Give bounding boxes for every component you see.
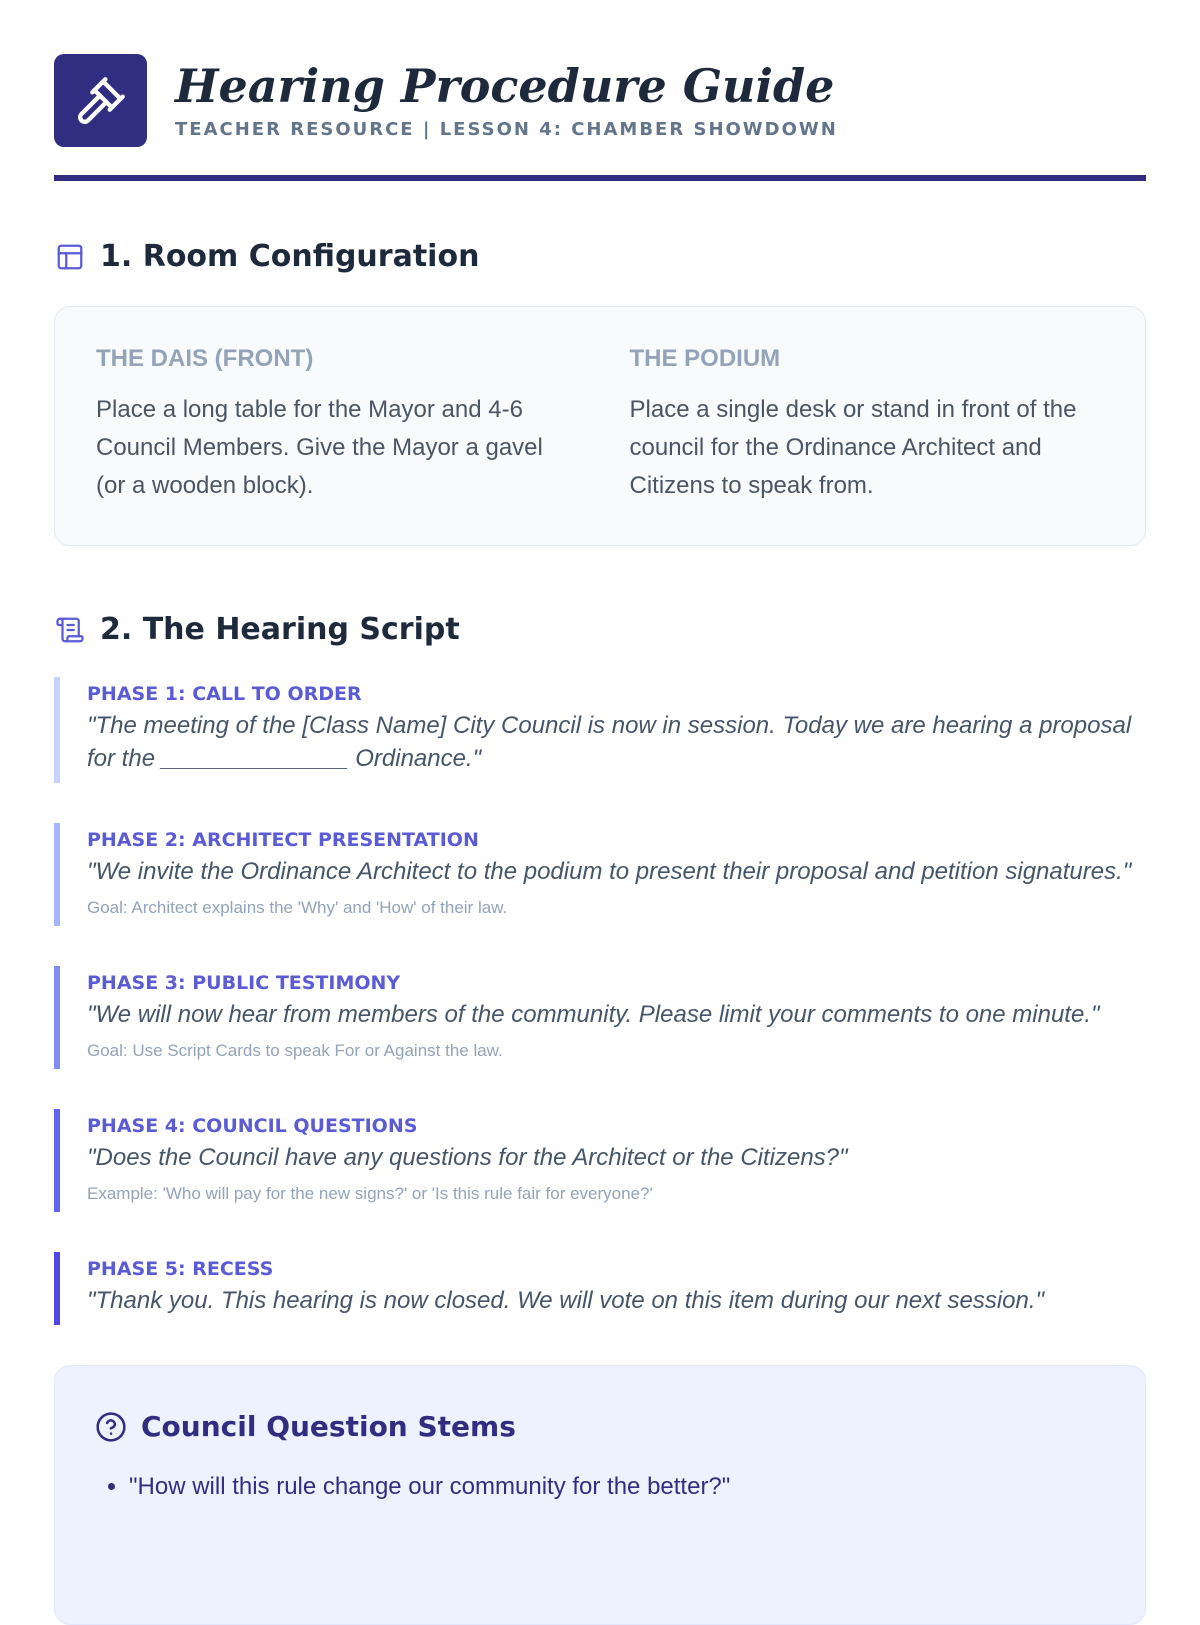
- phase-label: PHASE 1: CALL TO ORDER: [87, 683, 362, 705]
- page-subtitle: TEACHER RESOURCE | LESSON 4: CHAMBER SHOWDOWN: [175, 119, 838, 141]
- stems-heading: [95, 1410, 1105, 1443]
- stem-item: • "How will this rule change our community for the better?": [129, 1473, 1105, 1501]
- scroll-icon: [54, 614, 86, 646]
- phase-item: [54, 677, 1146, 783]
- section-script-heading: [54, 612, 1146, 647]
- phase-item: [54, 1252, 1146, 1325]
- header-divider: [54, 175, 1146, 181]
- config-label: THE DAIS (FRONT): [96, 345, 314, 372]
- phase-note: Goal: Use Script Cards to speak For or Against the law.: [87, 1041, 503, 1060]
- phase-label: PHASE 2: ARCHITECT PRESENTATION: [87, 829, 479, 851]
- phase-quote: "The meeting of the [Class Name] City Council is now in session. Today we are hearing a proposal for the ______________ Ordinance.": [87, 712, 1132, 772]
- section-title: 2. The Hearing Script: [100, 612, 460, 647]
- room-config-card: [54, 306, 1146, 546]
- section-room-heading: [54, 239, 1146, 274]
- phase-label: PHASE 5: RECESS: [87, 1258, 274, 1280]
- stems-list: [95, 1473, 1105, 1501]
- config-column-dais: [96, 345, 572, 505]
- logo-box: [54, 54, 147, 147]
- phase-label: PHASE 3: PUBLIC TESTIMONY: [87, 972, 401, 994]
- header: [54, 54, 1146, 147]
- phase-note: Example: 'Who will pay for the new signs?' or 'Is this rule fair for everyone?': [87, 1184, 653, 1203]
- config-label: THE PODIUM: [629, 345, 781, 372]
- question-stems-card: [54, 1365, 1146, 1625]
- phase-label: PHASE 4: COUNCIL QUESTIONS: [87, 1115, 418, 1137]
- config-text: Place a single desk or stand in front of the council for the Ordinance Architect and Citizens to speak from.: [629, 396, 1077, 499]
- phase-quote: "Thank you. This hearing is now closed. We will vote on this item during our next session.": [87, 1287, 1045, 1314]
- phase-item: [54, 966, 1146, 1069]
- section-title: 1. Room Configuration: [100, 239, 480, 274]
- page-title: Hearing Procedure Guide: [175, 58, 835, 113]
- layout-icon: [54, 241, 86, 273]
- phase-note: Goal: Architect explains the 'Why' and 'How' of their law.: [87, 898, 508, 917]
- phase-list: [54, 677, 1146, 1325]
- phase-quote: "We will now hear from members of the community. Please limit your comments to one minute.": [87, 1001, 1100, 1028]
- phase-quote: "We invite the Ordinance Architect to the podium to present their proposal and petition signatures.": [87, 858, 1132, 885]
- gavel-icon: [75, 75, 127, 127]
- question-circle-icon: [95, 1411, 127, 1443]
- phase-quote: "Does the Council have any questions for the Architect or the Citizens?": [87, 1144, 848, 1171]
- phase-item: [54, 1109, 1146, 1212]
- config-column-podium: [630, 345, 1106, 505]
- header-text: [175, 58, 838, 141]
- config-text: Place a long table for the Mayor and 4-6 Council Members. Give the Mayor a gavel (or a wooden block).: [96, 396, 543, 499]
- stems-title: Council Question Stems: [141, 1410, 516, 1443]
- phase-item: [54, 823, 1146, 926]
